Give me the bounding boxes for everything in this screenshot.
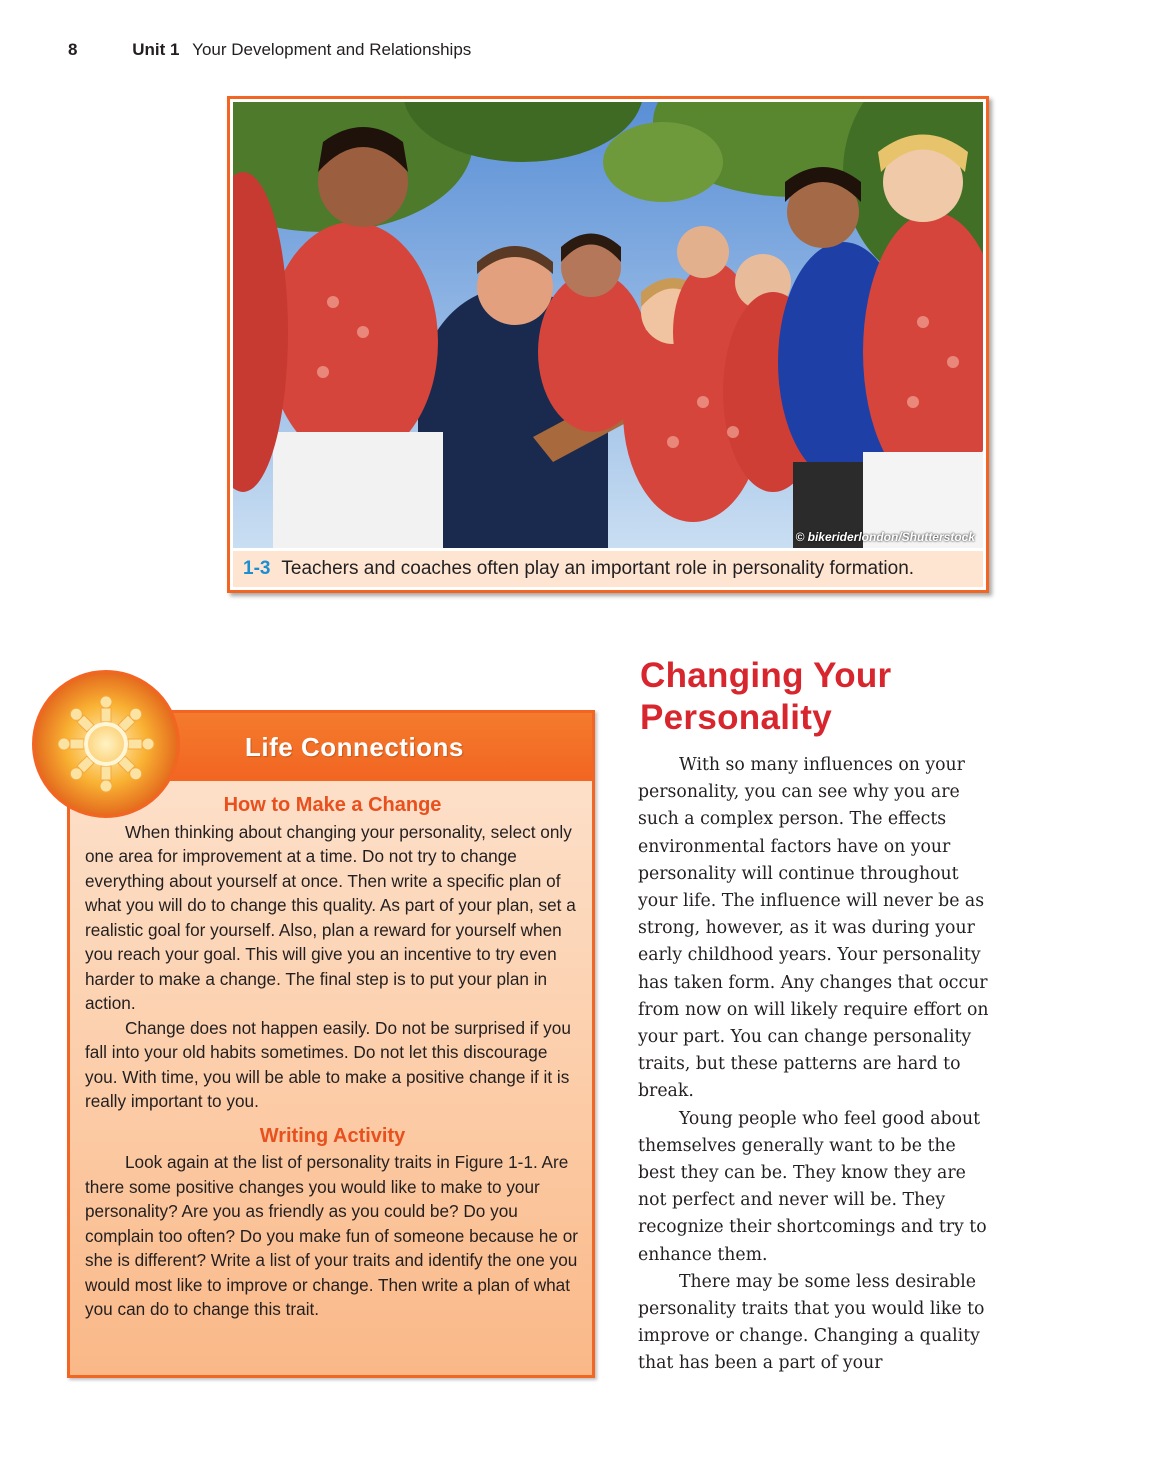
life-connections-content bbox=[85, 793, 580, 1322]
how-to-change-heading: How to Make a Change bbox=[223, 794, 442, 816]
lc-paragraph: When thinking about changing your personality, select only one area for improvement at a time. Do not try to change everything about yourself at once. Then write a specific plan of what you will do to change this quality. As part of your plan, set a realistic goal for yourself. Also, plan a reward for yourself when you reach your goal. This will give you an incentive to try even harder to make a change. The final step is to put your plan in action. bbox=[85, 821, 576, 1013]
heading-line-1: Changing Your bbox=[640, 656, 892, 695]
caption-text: Teachers and coaches often play an important role in personality formation. bbox=[281, 558, 915, 579]
lc-paragraph: Change does not happen easily. Do not be surprised if you fall into your old habits sometimes. Do not let this discourage you. With time, you will be able to make a positive change if it is really important to you. bbox=[85, 1017, 571, 1111]
paper-dolls-icon bbox=[32, 670, 180, 818]
figure-caption bbox=[233, 551, 983, 587]
figure-number: 1-3 bbox=[243, 558, 271, 579]
unit-label: Unit 1 bbox=[132, 40, 180, 59]
figure-1-3 bbox=[227, 96, 989, 593]
life-connections-title: Life Connections bbox=[245, 732, 464, 762]
body-paragraph: There may be some less desirable personality traits that you would like to improve or change. Changing a quality that has been a part of your bbox=[638, 1271, 985, 1374]
body-text-column bbox=[638, 752, 998, 1378]
section-heading bbox=[640, 655, 1060, 739]
body-paragraph: With so many influences on your personality, you can see why you are such a complex person. The effects environmental factors have on your personality will continue throughout your life. The influence will never be as strong, however, as it was during your early childhood years. Your personality has taken form. Any changes that occur from now on will likely require effort on your part. You can change personality traits, but these patterns are hard to break. bbox=[638, 755, 989, 1102]
photo-illustration bbox=[233, 102, 983, 548]
heading-line-2: Personality bbox=[640, 698, 832, 737]
writing-activity-heading: Writing Activity bbox=[259, 1124, 406, 1147]
life-connections-box bbox=[67, 710, 595, 1378]
photo-credit: © bikeriderlondon/Shutterstock bbox=[795, 530, 975, 544]
coach-team-photo bbox=[233, 102, 983, 548]
paper-dolls-ring bbox=[35, 673, 177, 815]
running-header bbox=[68, 40, 471, 60]
page-number: 8 bbox=[68, 40, 78, 59]
unit-title: Your Development and Relationships bbox=[192, 40, 472, 59]
lc-paragraph: Look again at the list of personality traits in Figure 1-1. Are there some positive changes you would like to make to your personality? Are you as friendly as you could be? Do you complain too often? Do you make fun of someone because he or she is different? Write a list of your traits and identify the one you would most like to improve or change. Then write a plan of what you can do to change this trait. bbox=[85, 1152, 579, 1319]
body-paragraph: Young people who feel good about themselves generally want to be the best they can be. They know they are not perfect and never will be. They recognize their shortcomings and try to enhance them. bbox=[638, 1108, 987, 1265]
